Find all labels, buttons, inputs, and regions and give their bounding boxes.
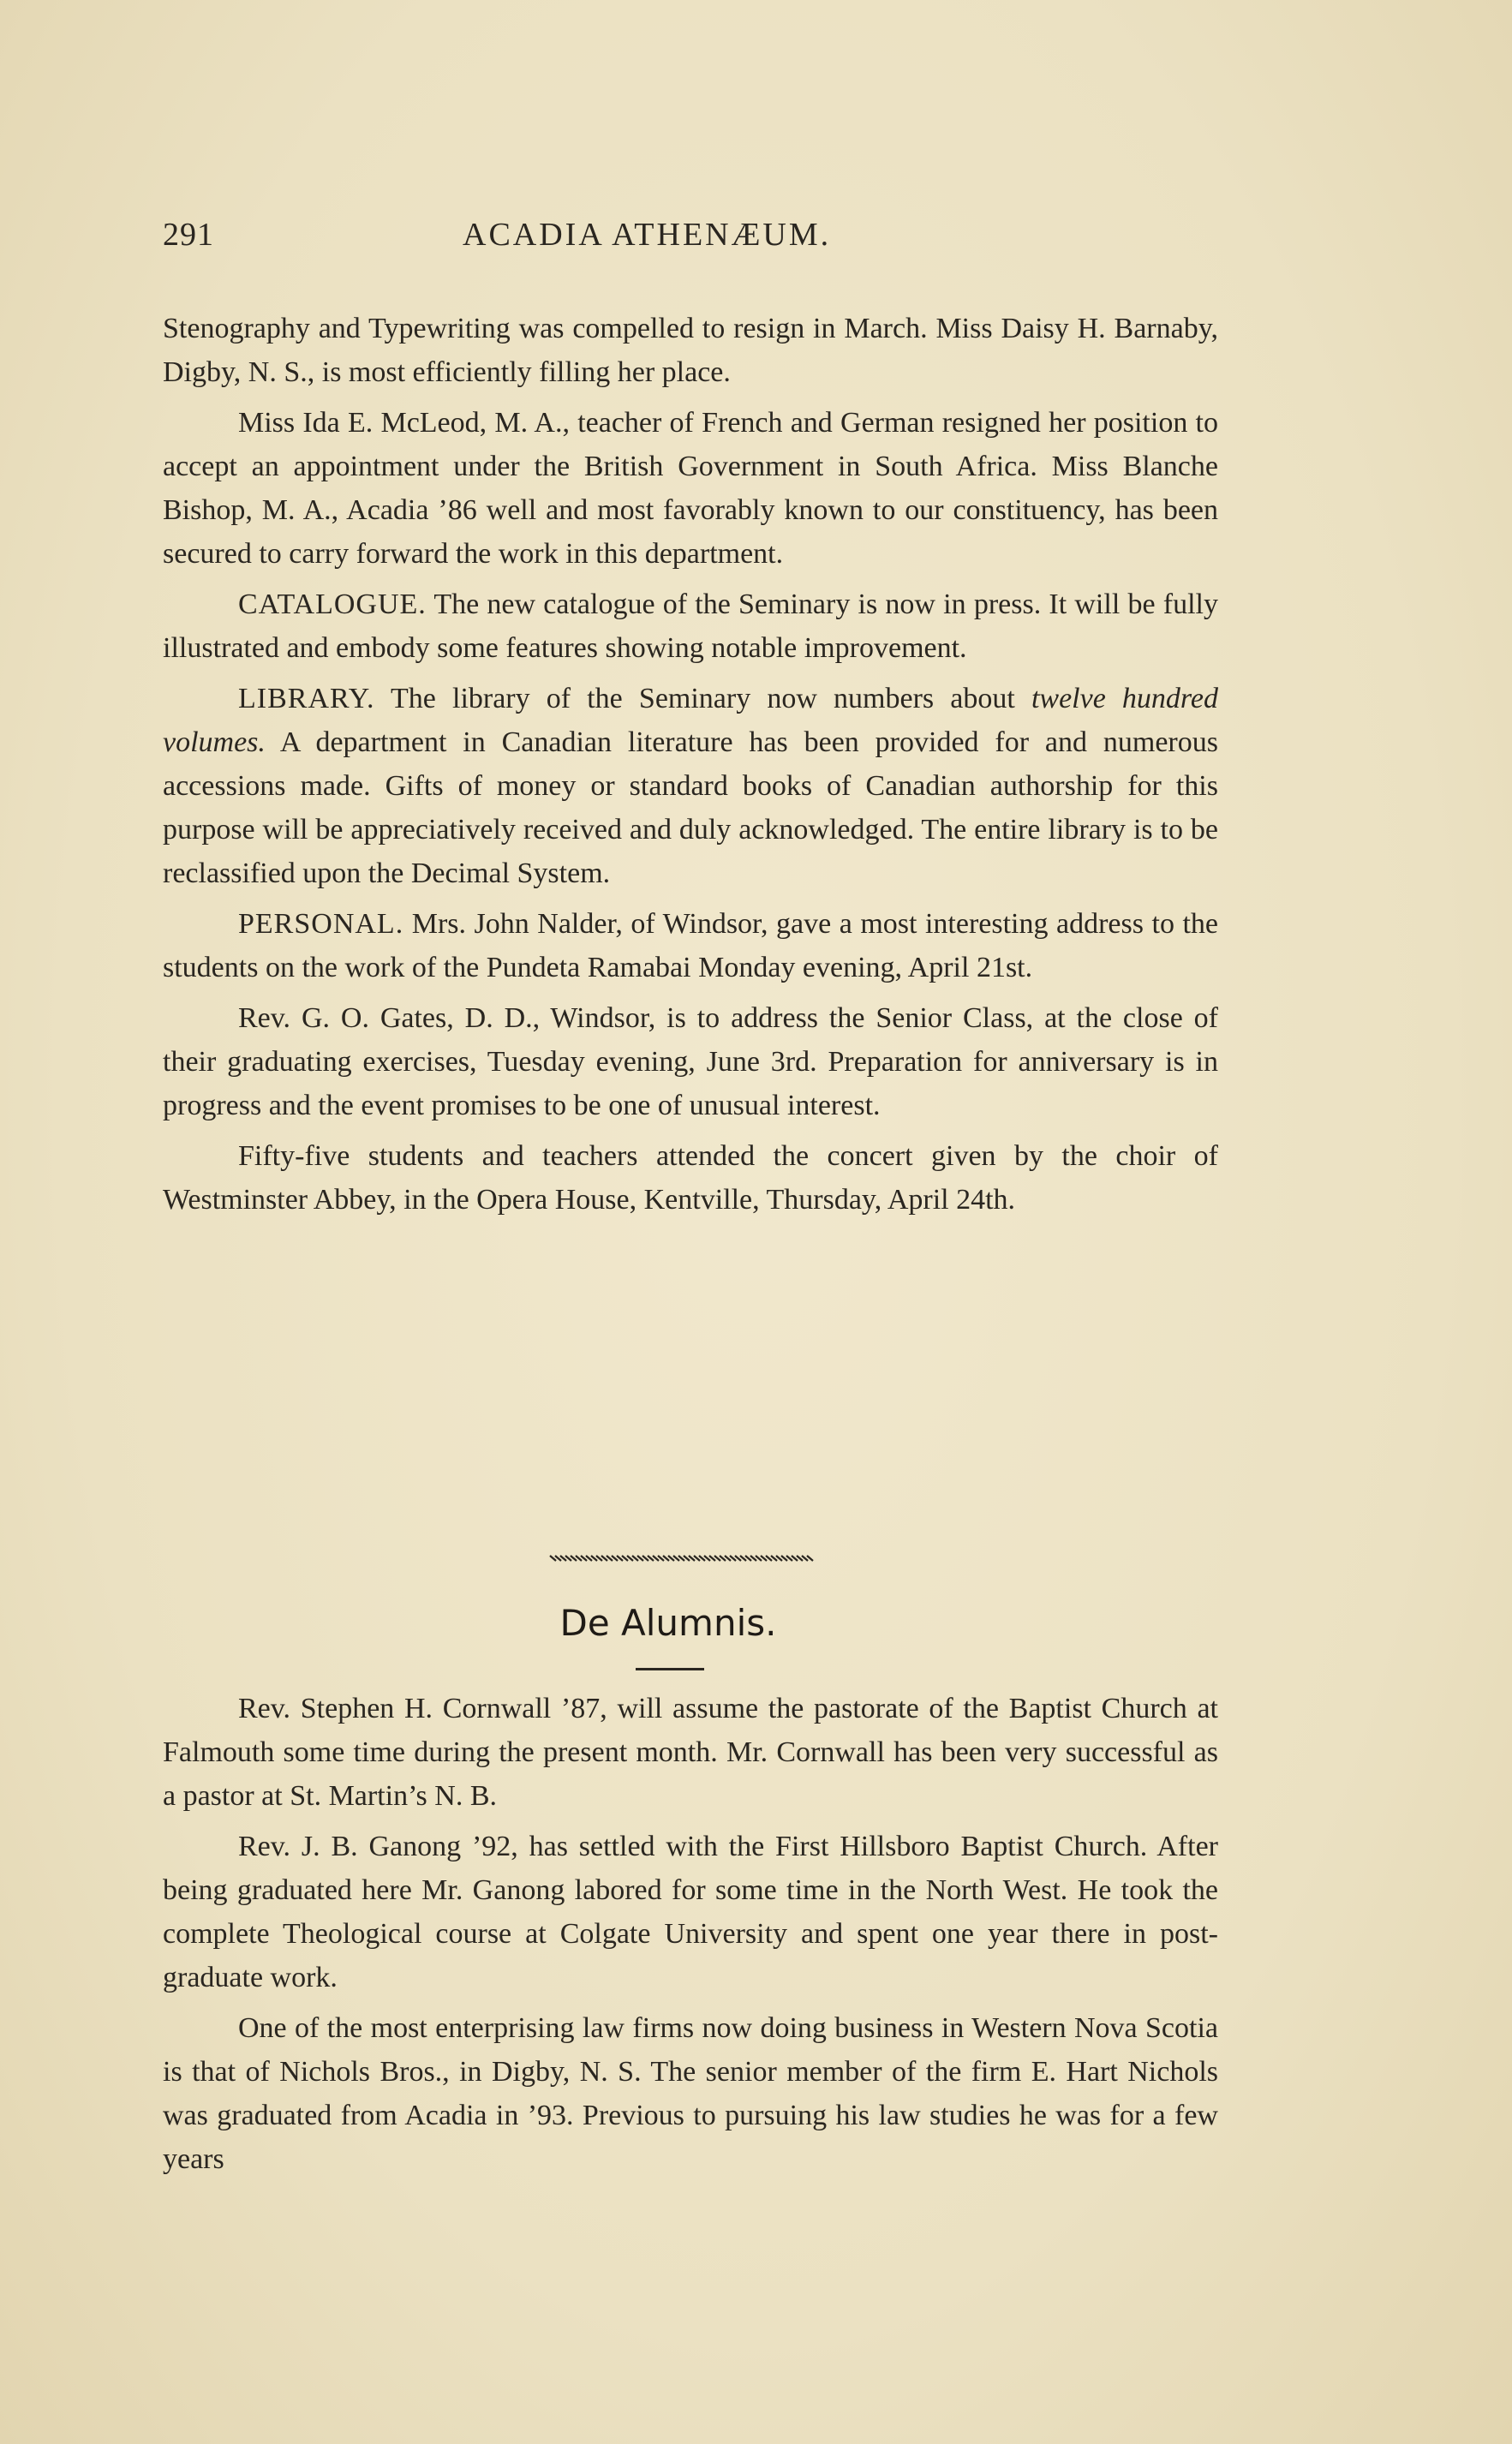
title-rule [636,1668,704,1670]
paragraph-stenography: Stenography and Typewriting was compelled to resign in March. Miss Daisy H. Barnaby, Digby, N. S., is most efficiently filling her place. [163,313,1218,388]
library-heading: LIBRARY. [238,683,375,714]
page-header [163,216,1218,267]
library-body-b: A department in Canadian literature has been provided for and numerous accessions made. Gifts of money or standard books of Canadian authorship for this purpose will be appreciatively received and duly acknowledged. The entire library is to be reclassified upon the Decimal System. [163,726,1218,889]
library-italic: twelve hundred volumes. [163,683,1218,758]
paragraph-personal [163,902,1218,989]
paragraph-concert: Fifty-five students and teachers attended the concert given by the choir of Westminster Abbey, in the Opera House, Kentville, Thursday, April 24th. [163,1140,1218,1216]
paragraph-cornwall: Rev. Stephen H. Cornwall ’87, will assume the pastorate of the Baptist Church at Falmouth some time during the present month. Mr. Cornwall has been very successful as a pastor at St. Martin’s N. B. [163,1693,1218,1812]
ornament-divider [548,1553,816,1563]
library-body-a: The library of the Seminary now numbers about [374,683,1031,714]
paragraph-gates: Rev. G. O. Gates, D. D., Windsor, is to address the Senior Class, at the close of their graduating exercises, Tuesday evening, June 3rd. Preparation for anniversary is in progress and the event promises to be one of unusual interest. [163,1002,1218,1121]
alumnis-notes [163,1687,1218,2188]
personal-heading: PERSONAL. [238,908,404,940]
paragraph-library [163,677,1218,895]
section-title-de-alumnis: De Alumnis. [559,1602,777,1644]
running-title: ACADIA ATHENÆUM. [463,217,832,253]
page-number: 291 [163,217,214,253]
seminary-notes [163,307,1218,1228]
personal-body: Mrs. John Nalder, of Windsor, gave a most interesting address to the students on the work of the Pundeta Ramabai Monday evening, April 21st. [163,908,1218,983]
paragraph-nichols: One of the most enterprising law firms now doing business in Western Nova Scotia is that of Nichols Bros., in Digby, N. S. The senior member of the firm E. Hart Nichols was graduated from Acadia in ’93. Previous to pursuing his law studies he was for a few years [163,2012,1218,2175]
paragraph-catalogue [163,583,1218,670]
paragraph-ganong: Rev. J. B. Ganong ’92, has settled with the First Hillsboro Baptist Church. After being graduated here Mr. Ganong labored for some time in the North West. He took the complete Theological course at Colgate University and spent one year there in post-graduate work. [163,1831,1218,1993]
catalogue-body: The new catalogue of the Seminary is now in press. It will be fully illustrated and embody some features showing notable improvement. [163,589,1218,664]
catalogue-heading: CATALOGUE. [238,589,427,620]
paragraph-mcleod: Miss Ida E. McLeod, M. A., teacher of French and German resigned her position to accept an appointment under the British Government in South Africa. Miss Blanche Bishop, M. A., Acadia ’86 well and most favorably known to our constituency, has been secured to carry forward the work in this department. [163,407,1218,570]
